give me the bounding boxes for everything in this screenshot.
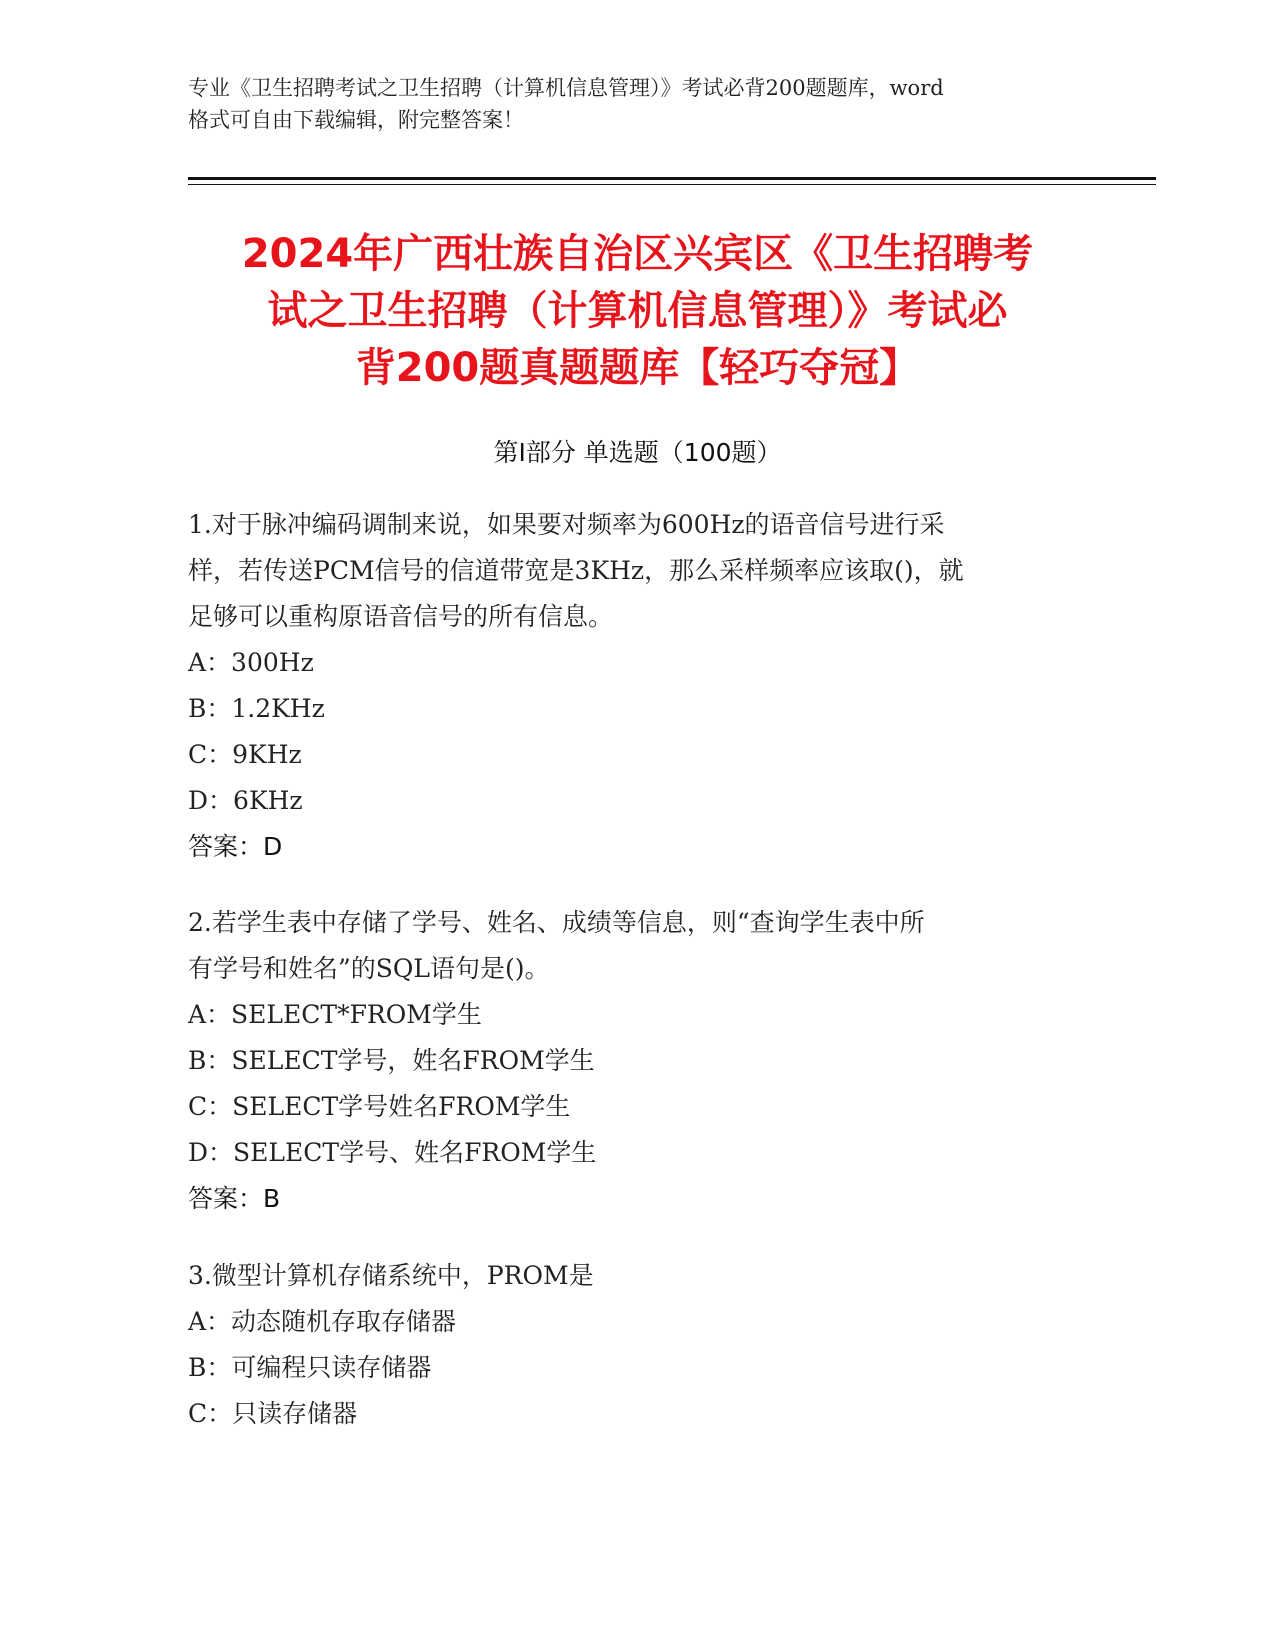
option-a: A：动态随机存取存储器 xyxy=(188,1307,457,1336)
option-d: D：SELECT学号、姓名FROM学生 xyxy=(188,1138,597,1167)
option-b: B：1.2KHz xyxy=(188,694,325,723)
question-3 xyxy=(188,1253,1068,1437)
title-line-3: 背200题真题题库【轻巧夺冠】 xyxy=(355,345,920,391)
option-c: C：只读存储器 xyxy=(188,1399,358,1428)
section-heading: 第Ⅰ部分 单选题（100题） xyxy=(493,438,782,467)
header-note xyxy=(188,72,1088,136)
answer: 答案：D xyxy=(188,832,283,861)
question-stem-line: 样，若传送PCM信号的信道带宽是3KHz，那么采样频率应该取()，就 xyxy=(188,556,964,585)
header-rule-thin xyxy=(188,184,1156,185)
option-c: C：9KHz xyxy=(188,740,302,769)
header-rule-thick xyxy=(188,177,1156,180)
option-b: B：可编程只读存储器 xyxy=(188,1353,432,1382)
option-d: D：6KHz xyxy=(188,786,303,815)
question-1 xyxy=(188,502,1068,870)
question-stem-line: 1.对于脉冲编码调制来说，如果要对频率为600Hz的语音信号进行采 xyxy=(188,510,945,539)
option-a: A：300Hz xyxy=(188,648,314,677)
header-note-line-1: 专业《卫生招聘考试之卫生招聘（计算机信息管理）》考试必背200题题库，word xyxy=(188,76,944,100)
question-stem-line: 足够可以重构原语音信号的所有信息。 xyxy=(188,602,614,631)
option-c: C：SELECT学号姓名FROM学生 xyxy=(188,1092,571,1121)
option-a: A：SELECT*FROM学生 xyxy=(188,1000,482,1029)
question-stem-line: 2.若学生表中存储了学号、姓名、成绩等信息，则“查询学生表中所 xyxy=(188,908,925,937)
header-note-line-2: 格式可自由下载编辑，附完整答案！ xyxy=(188,108,524,132)
option-b: B：SELECT学号，姓名FROM学生 xyxy=(188,1046,595,1075)
question-2 xyxy=(188,900,1068,1222)
title-line-1: 2024年广西壮族自治区兴宾区《卫生招聘考 xyxy=(241,231,1034,277)
question-stem-line: 3.微型计算机存储系统中，PROM是 xyxy=(188,1261,594,1290)
title-line-2: 试之卫生招聘（计算机信息管理）》考试必 xyxy=(267,288,1008,334)
document-title xyxy=(170,226,1105,397)
answer: 答案：B xyxy=(188,1184,281,1213)
question-stem-line: 有学号和姓名”的SQL语句是()。 xyxy=(188,954,550,983)
